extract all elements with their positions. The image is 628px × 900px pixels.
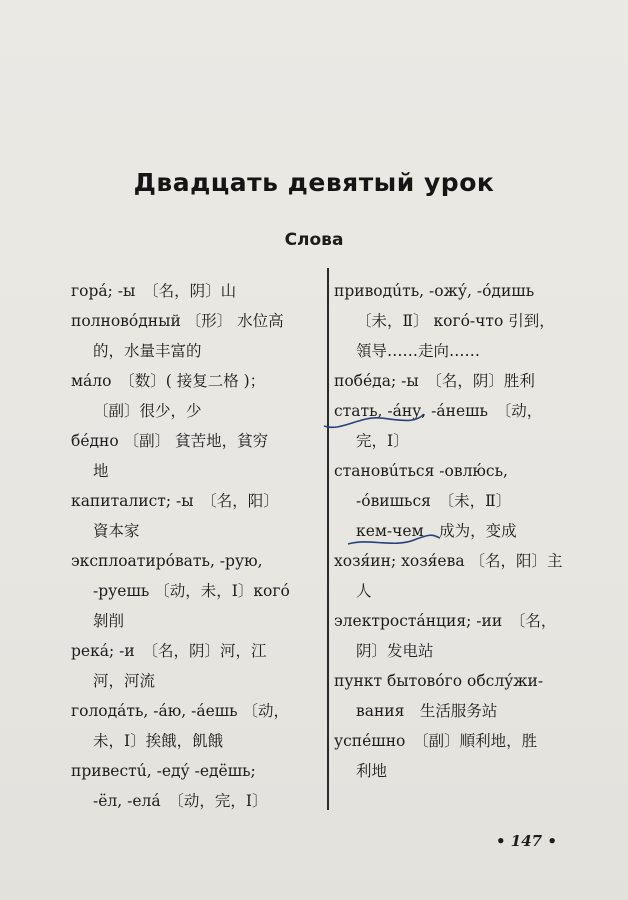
column-divider [327, 268, 329, 810]
vocab-entry: успéшно 〔副〕順利地，胜 利地 [334, 732, 538, 780]
vocab-entry: горá; -ы 〔名，阴〕山 [71, 282, 237, 300]
vocab-entry: капиталист; -ы 〔名，阳〕 資本家 [71, 492, 279, 540]
lesson-title: Двадцать девятый урок [133, 168, 495, 197]
left-column [73, 276, 321, 816]
vocab-entry: привестú, -еду́ -едёшь; -ёл, -елá 〔动，完，Ⅰ〕 [71, 762, 268, 810]
vocab-entry: побéда; -ы 〔名，阴〕胜利 [334, 372, 535, 390]
vocab-entry: рекá; -и 〔名，阴〕河，江 河，河流 [71, 642, 267, 690]
right-column [336, 276, 586, 786]
vocab-entry: электростáнция; -ии 〔名， 阴〕发电站 [334, 612, 557, 660]
vocab-entry: становúться -овлю́сь, -óвишься 〔未，Ⅱ〕 кем-чем 成为，变成 [334, 462, 517, 540]
vocab-entry: хозя́ин; хозя́ева 〔名，阳〕主 人 [334, 552, 563, 600]
vocab-entry: мáло 〔数〕( 接复二格 )； 〔副〕很少，少 [71, 372, 266, 420]
vocab-entry: стать, -áну, -áнешь 〔动， 完，Ⅰ〕 [334, 402, 543, 450]
vocab-entry: пункт бытовóго обслу́жи- вания 生活服务站 [334, 672, 544, 720]
vocab-entry: бéдно 〔副〕 貧苦地，貧穷 地 [71, 432, 269, 480]
vocab-entry: голодáть, -áю, -áешь 〔动， 未，Ⅰ〕挨餓，飢餓 [71, 702, 290, 750]
section-heading: Слова [284, 230, 344, 250]
page-number: • 147 • [496, 832, 557, 850]
vocab-entry: эксплоатирóвать, -рую, -руешь 〔动，未，Ⅰ〕когó 剝削 [71, 552, 290, 630]
vocab-entry: приводúть, -ожу́, -óдишь 〔未，Ⅱ〕 когó-что 引到， 領导……走向…… [334, 282, 555, 360]
vocab-entry: полновóдный 〔形〕 水位高 的，水量丰富的 [71, 312, 284, 360]
